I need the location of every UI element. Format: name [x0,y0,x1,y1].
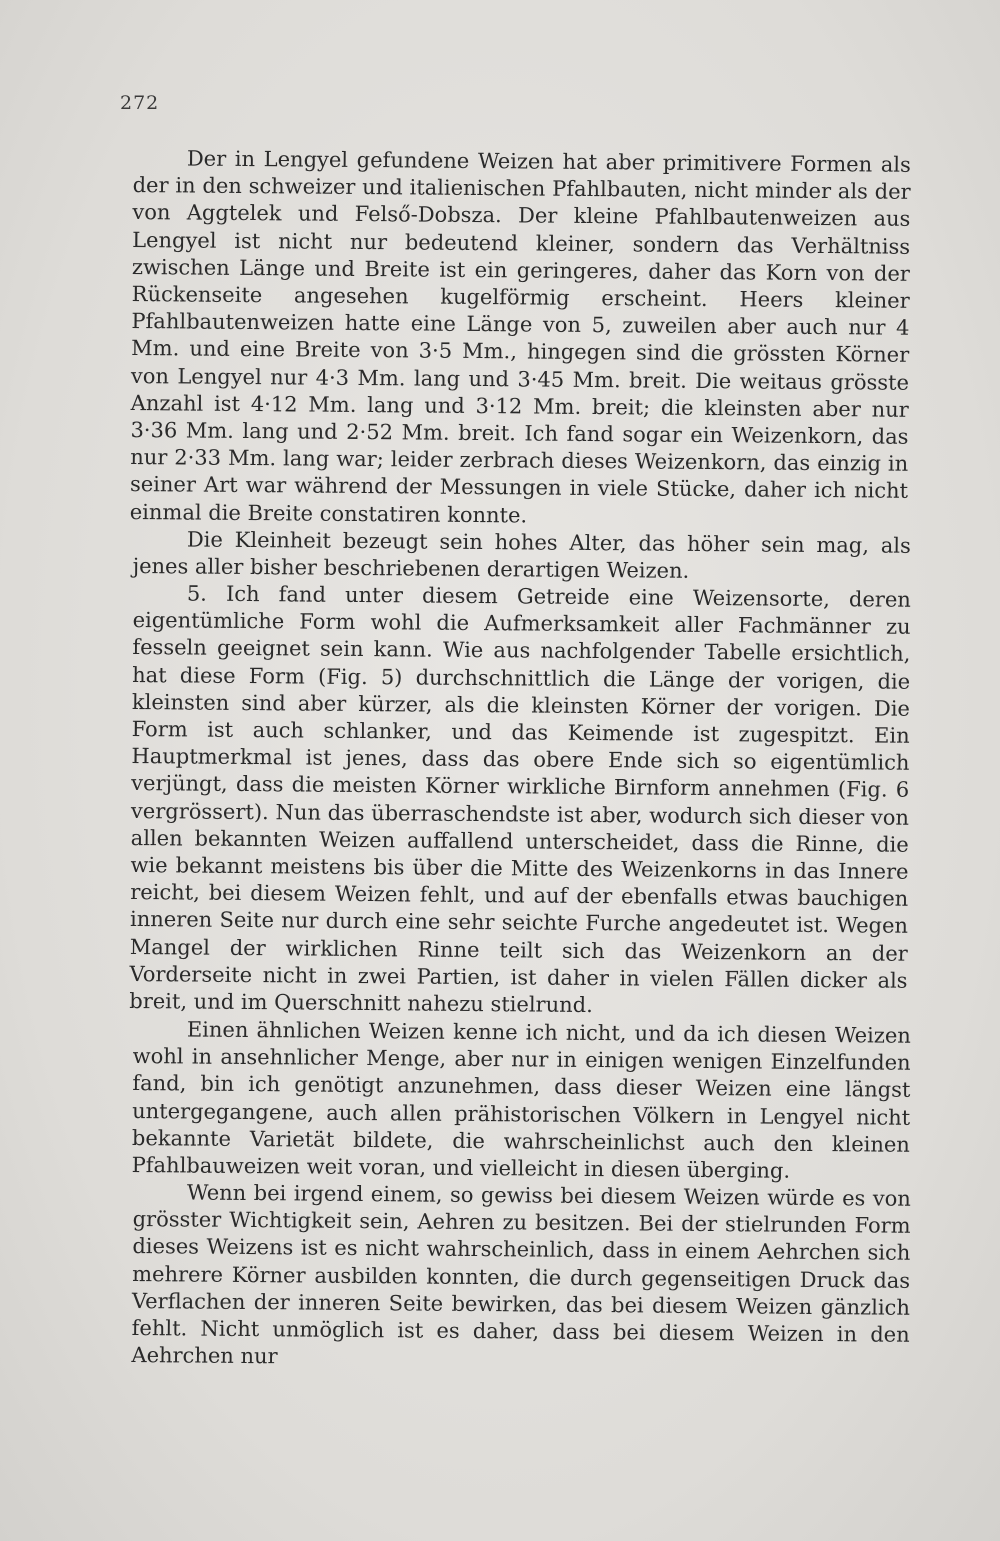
paragraph-2: Die Kleinheit bezeugt sein hohes Alter, das höher sein mag, als jenes aller bisher beschriebenen derartigen Weizen. [132,527,911,583]
page-number: 272 [120,92,160,114]
paragraph-1: Der in Lengyel gefundene Weizen hat aber primitivere Formen als der in den schweizer und italienischen Pfahlbauten, nicht minder als der von Aggtelek und Felső-Dobsza. Der kleine Pfahlbautenweizen aus Lengyel ist nicht nur bedeutend kleiner, sondern das Verhältniss zwischen Länge und Breite ist ein geringeres, daher das Korn von der Rückenseite angesehen kugelförmig erscheint. Heers kleiner Pfahlbautenweizen hatte eine Länge von 5, zuweilen aber auch nur 4 Mm. und eine Breite von 3·5 Mm., hingegen sind die grössten Körner von Lengyel nur 4·3 Mm. lang und 3·45 Mm. breit. Die weitaus grösste Anzahl ist 4·12 Mm. lang und 3·12 Mm. breit; die kleinsten aber nur 3·36 Mm. lang und 2·52 Mm. breit. Ich fand sogar ein Weizenkorn, das nur 2·33 Mm. lang war; leider zerbrach dieses Weizenkorn, das einzig in seiner Art war während der Messungen in viele Stücke, daher ich nicht einmal die Breite constatiren konnte. [129,146,911,528]
paragraph-3: 5. Ich fand unter diesem Getreide eine Weizensorte, deren eigentümliche Form wohl die Aufmerksamkeit aller Fachmänner zu fesseln geeignet sein kann. Wie aus nachfolgender Tabelle ersichtlich, hat diese Form (Fig. 5) durchschnittlich die Länge der vorigen, die kleinsten sind aber kürzer, als die kleinsten Körner der vorigen. Die Form ist auch schlanker, und das Keimende ist zugespitzt. Ein Hauptmerkmal ist jenes, dass das obere Ende sich so eigentümlich verjüngt, dass die meisten Körner wirkliche Birnform annehmen (Fig. 6 vergrössert). Nun das überraschendste ist aber, wodurch sich dieser von allen bekannten Weizen auffallend unterscheidet, dass die Rinne, die wie bekannt meistens bis über die Mitte des Weizenkorns in das Innere reicht, bei diesem Weizen fehlt, und auf der ebenfalls etwas bauchigen inneren Seite nur durch eine sehr seichte Furche angedeutet ist. Wegen Mangel der wirklichen Rinne teilt sich das Weizenkorn an der Vorderseite nicht in zwei Partien, ist daher in vielen Fällen dicker als breit, und im Querschnitt nahezu stielrund. [129,581,911,1018]
paragraph-4: Einen ähnlichen Weizen kenne ich nicht, und da ich diesen Weizen wohl in ansehnlicher Menge, aber nur in einigen wenigen Einzelfunden fand, bin ich genötigt anzunehmen, dass dieser Weizen eine längst untergegangene, auch allen prähistorischen Völkern in Lengyel nicht bekannte Varietät bildete, die wahrscheinlichst auch den kleinen Pfahlbauweizen weit voran, und vielleicht in diesen überging. [131,1016,911,1183]
paragraph-5: Wenn bei irgend einem, so gewiss bei diesem Weizen würde es von grösster Wichtigkeit sein, Aehren zu besitzen. Bei der stielrunden Form dieses Weizens ist es nicht wahrscheinlich, dass in einem Aehrchen sich mehrere Körner ausbilden konnten, die durch gegenseitigen Druck das Verflachen der inneren Seite bewirken, das bei diesem Weizen gänzlich fehlt. Nicht unmöglich ist es daher, dass bei diesem Weizen in den Aehrchen nur [131,1180,911,1369]
body-text [129,145,911,1369]
